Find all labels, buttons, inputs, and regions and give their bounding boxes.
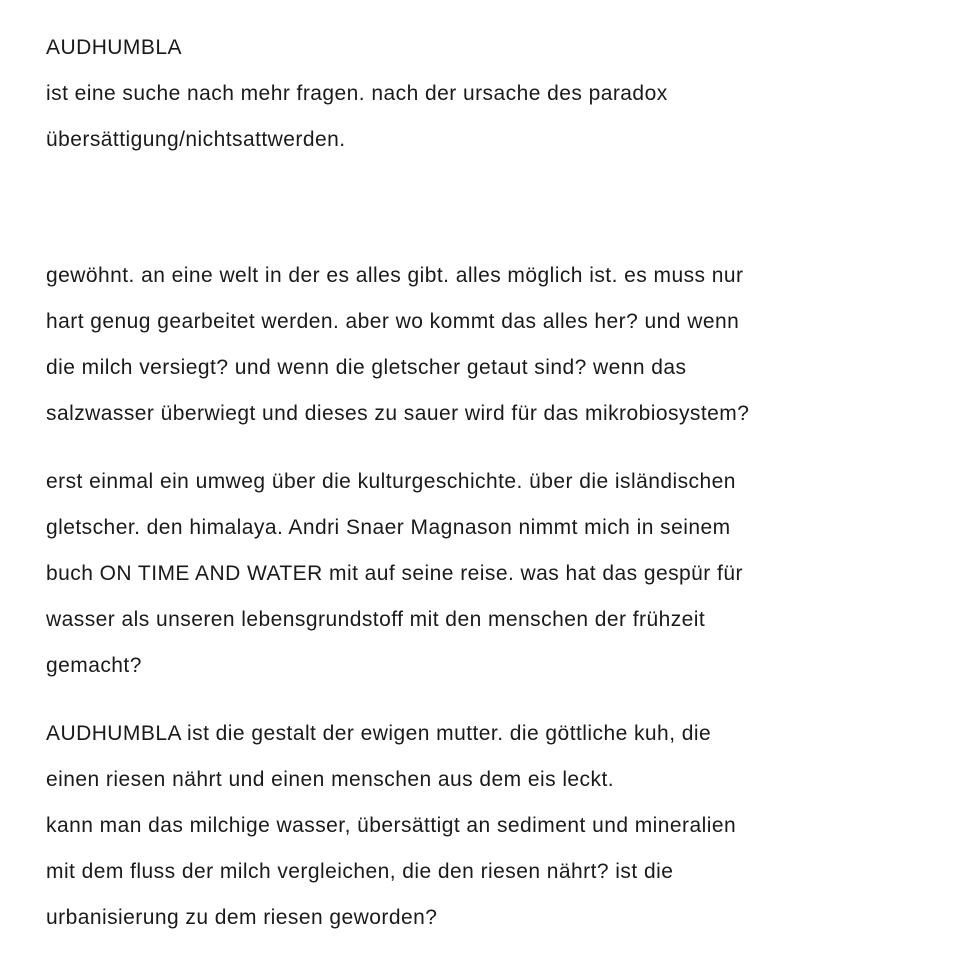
paragraph-line: gletscher. den himalaya. Andri Snaer Magnason nimmt mich in seinem [46, 516, 731, 539]
paragraph-line: mit dem fluss der milch vergleichen, die den riesen nährt? ist die [46, 860, 674, 883]
paragraph-line: AUDHUMBLA ist die gestalt der ewigen mutter. die göttliche kuh, die [46, 722, 712, 745]
paragraph-line: buch ON TIME AND WATER mit auf seine reise. was hat das gespür für [46, 562, 743, 585]
paragraph-2 [46, 459, 926, 689]
paragraph-1 [46, 253, 926, 437]
document-body [46, 25, 926, 941]
paragraph-line: kann man das milchige wasser, übersättigt an sediment und mineralien [46, 814, 737, 837]
spacer [46, 437, 926, 459]
paragraph-line: urbanisierung zu dem riesen geworden? [46, 906, 438, 929]
paragraph-3 [46, 711, 926, 941]
paragraph-line: salzwasser überwiegt und dieses zu sauer wird für das mikrobiosystem? [46, 402, 750, 425]
paragraph-line: hart genug gearbeitet werden. aber wo kommt das alles her? und wenn [46, 310, 740, 333]
document-title: AUDHUMBLA [46, 36, 182, 59]
paragraph-line: die milch versiegt? und wenn die gletscher getaut sind? wenn das [46, 356, 687, 379]
paragraph-line: gemacht? [46, 654, 142, 677]
paragraph-line: einen riesen nährt und einen menschen aus dem eis leckt. [46, 768, 615, 791]
intro-line: ist eine suche nach mehr fragen. nach der ursache des paradox [46, 82, 668, 105]
paragraph-line: wasser als unseren lebensgrundstoff mit den menschen der frühzeit [46, 608, 706, 631]
intro-line: übersättigung/nichtsattwerden. [46, 128, 346, 151]
paragraph-line: gewöhnt. an eine welt in der es alles gibt. alles möglich ist. es muss nur [46, 264, 744, 287]
spacer [46, 163, 926, 253]
paragraph-line: erst einmal ein umweg über die kulturgeschichte. über die isländischen [46, 470, 736, 493]
spacer [46, 689, 926, 711]
